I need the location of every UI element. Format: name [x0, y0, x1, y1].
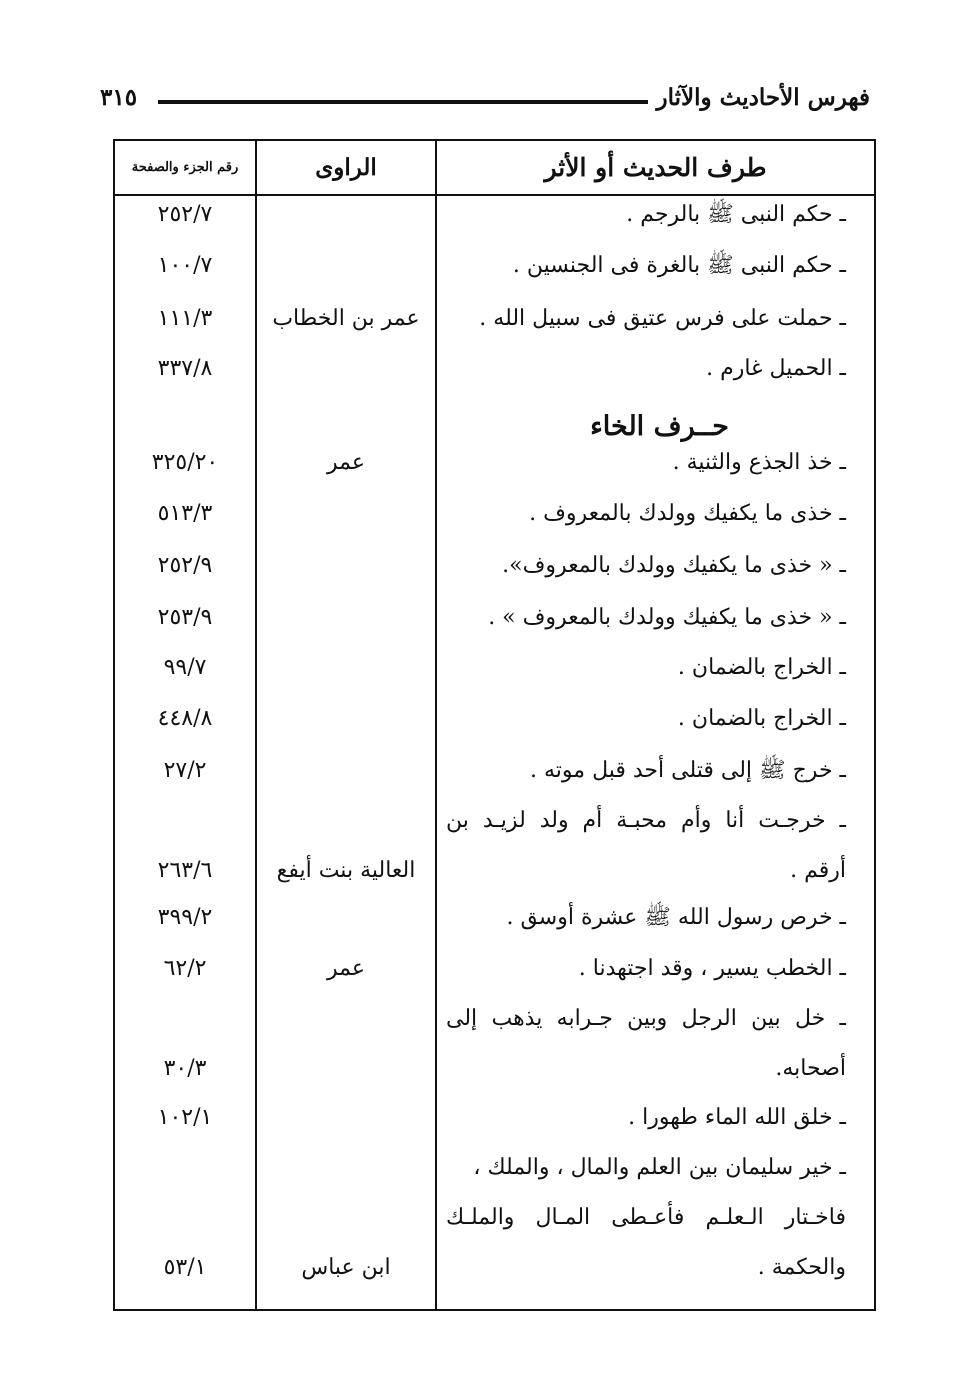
column-header-narrator: الراوى: [315, 154, 377, 181]
hadith-line: ـ خرص رسول الله ﷺ عشرة أوسق .: [506, 905, 846, 930]
reference-cell: ١٠٢/١: [157, 1105, 213, 1130]
hadith-line: ـ خذ الجذع والثنية .: [672, 450, 846, 475]
hadith-line: أصحابه.: [775, 1056, 846, 1081]
hadith-line: ـ خير سليمان بين العلم والمال ، والملك ،: [473, 1155, 846, 1180]
hadith-line: ـ الخطب يسير ، وقد اجتهدنا .: [578, 956, 846, 981]
reference-cell: ٤٤٨/٨: [157, 706, 213, 731]
reference-cell: ٥٣/١: [163, 1255, 207, 1280]
column-header-hadith: طرف الحديث أو الأثر: [544, 153, 767, 182]
hadith-index-table: [113, 139, 876, 1311]
hadith-line: ـ خلق الله الماء طهورا .: [628, 1105, 846, 1130]
reference-cell: ٢٥٣/٩: [157, 605, 213, 630]
hadith-line: أرقم .: [790, 858, 846, 883]
hadith-line: ـ الحميل غارم .: [706, 356, 846, 381]
hadith-line: ـ حكم النبى ﷺ بالرجم .: [626, 202, 846, 227]
running-title: فهرس الأحاديث والآثار: [656, 84, 870, 111]
section-heading: حــرف الخاء: [590, 411, 729, 442]
column-divider: [435, 141, 437, 1309]
reference-cell: ١٠٠/٧: [157, 253, 213, 278]
header-rule: [158, 100, 648, 104]
header-divider: [115, 194, 874, 196]
hadith-line: ـ الخراج بالضمان .: [677, 706, 846, 731]
column-header-reference: رقم الجزء والصفحة: [131, 159, 239, 175]
page-number: ٣١٥: [100, 84, 138, 111]
hadith-line: ـ حملت على فرس عتيق فى سبيل الله .: [479, 306, 846, 331]
narrator-cell: عمر: [327, 450, 365, 475]
hadith-line: ـ الخراج بالضمان .: [677, 655, 846, 680]
narrator-cell: عمر بن الخطاب: [272, 306, 420, 331]
reference-cell: ٣٩٩/٢: [157, 905, 213, 930]
reference-cell: ٢٧/٢: [163, 758, 207, 783]
hadith-line: والحكمة .: [757, 1255, 846, 1280]
reference-cell: ٦٢/٢: [163, 956, 207, 981]
hadith-line: ـ خرجـت أنا وأم محبـة أم ولد لزيـد بن: [446, 808, 846, 833]
reference-cell: ٢٥٢/٩: [157, 553, 213, 578]
reference-cell: ٢٦٣/٦: [157, 858, 213, 883]
hadith-line: فاخـتار الـعلـم فأعـطى المـال والملـك: [446, 1205, 846, 1230]
reference-cell: ٣٣٧/٨: [157, 356, 213, 381]
reference-cell: ٩٩/٧: [163, 655, 207, 680]
reference-cell: ٣٢٥/٢٠: [151, 450, 219, 475]
hadith-line: ـ خرج ﷺ إلى قتلى أحد قبل موته .: [530, 758, 846, 783]
narrator-cell: العالية بنت أيفع: [276, 858, 416, 883]
hadith-line: ـ « خذى ما يكفيك وولدك بالمعروف».: [502, 553, 846, 578]
narrator-cell: عمر: [327, 956, 365, 981]
running-header: [100, 80, 870, 126]
hadith-line: ـ « خذى ما يكفيك وولدك بالمعروف » .: [488, 605, 846, 630]
reference-cell: ٥١٣/٣: [157, 501, 213, 526]
narrator-cell: ابن عباس: [301, 1255, 391, 1280]
reference-cell: ١١١/٣: [157, 306, 213, 331]
reference-cell: ٣٠/٣: [163, 1056, 207, 1081]
hadith-line: ـ خل بين الرجل وبين جـرابه يذهب إلى: [446, 1006, 846, 1031]
hadith-line: ـ خذى ما يكفيك وولدك بالمعروف .: [529, 501, 846, 526]
hadith-line: ـ حكم النبى ﷺ بالغرة فى الجنسين .: [512, 253, 846, 278]
reference-cell: ٢٥٢/٧: [157, 202, 213, 227]
